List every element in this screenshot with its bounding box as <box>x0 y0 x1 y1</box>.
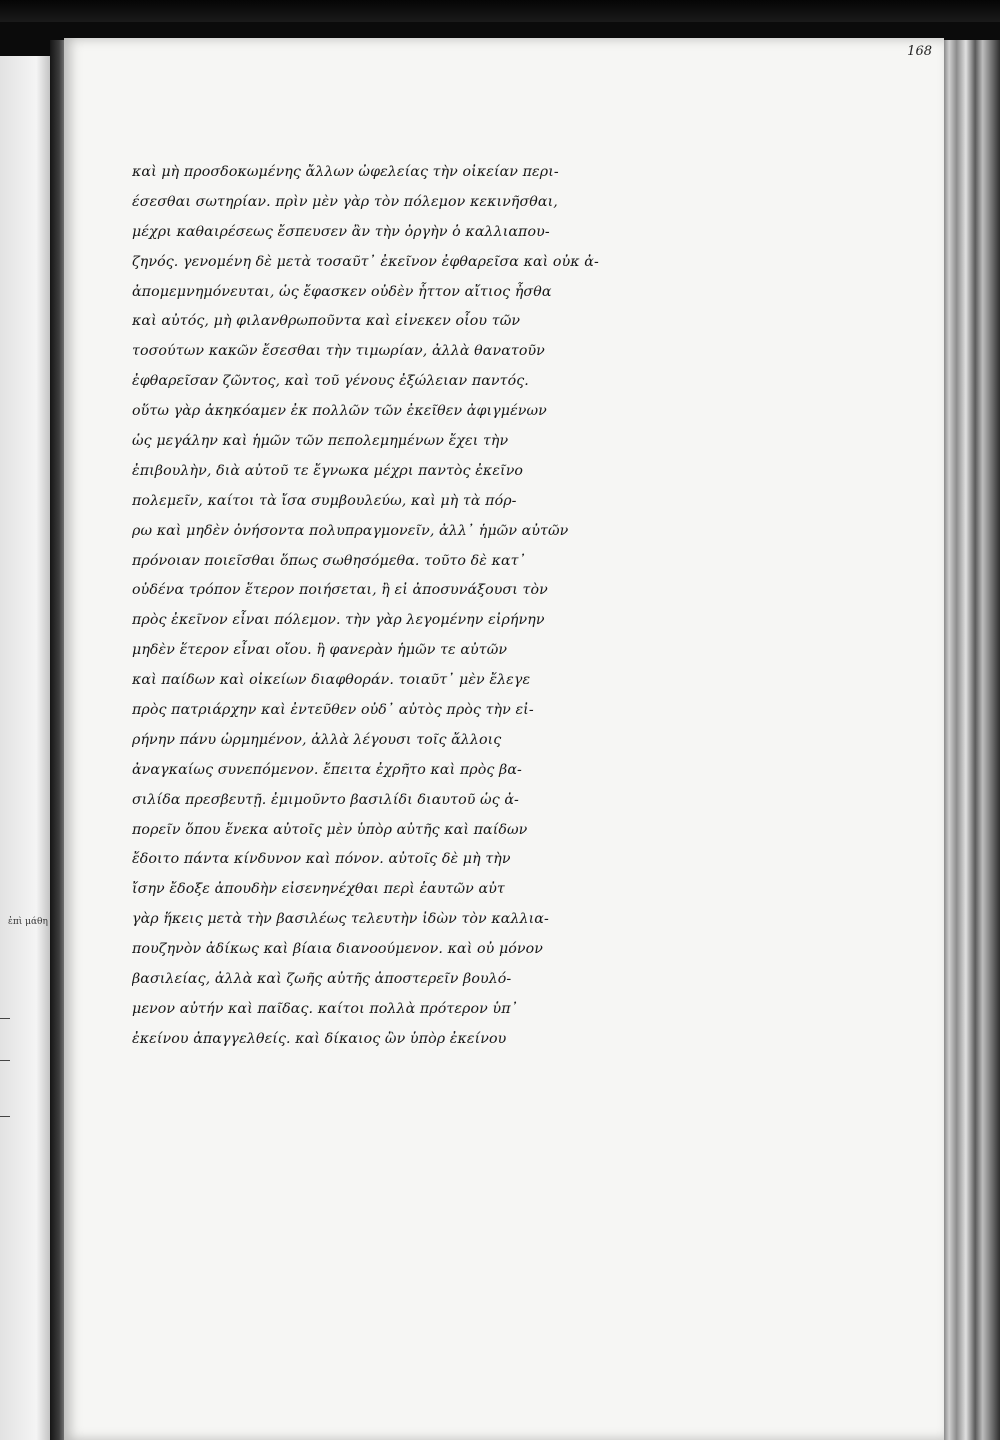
manuscript-line: πολεμεῖν, καίτοι τὰ ἴσα συμβουλεύω, καὶ μὴ τὰ πόρ- <box>132 492 517 509</box>
manuscript-line: πρόνοιαν ποιεῖσθαι ὅπως σωθησόμεθα. τοῦτο δὲ κατ᾽ <box>132 552 526 569</box>
manuscript-line: πορεῖν ὅπου ἕνεκα αὐτοῖς μὲν ὑπὸρ αὐτῆς καὶ παίδων <box>132 821 528 838</box>
manuscript-line: καὶ παίδων καὶ οἰκείων διαφθοράν. τοιαῦτ᾽ μὲν ἔλεγε <box>132 672 531 689</box>
manuscript-line: οὕτω γὰρ ἀκηκόαμεν ἐκ πολλῶν τῶν ἐκεῖθεν ἀφιγμένων <box>132 403 547 420</box>
manuscript-line: οὐδένα τρόπον ἕτερον ποιήσεται, ἢ εἰ ἀποσυνάξουσι τὸν <box>132 582 548 599</box>
manuscript-line: σιλίδα πρεσβευτῇ. ἐμιμοῦντο βασιλίδι διαυτοῦ ὡς ἀ- <box>132 791 519 808</box>
manuscript-line: πουζηνὸν ἀδίκως καὶ βίαια διανοούμενον. καὶ οὐ μόνον <box>132 941 543 958</box>
left-page-line-mark <box>0 1060 10 1061</box>
manuscript-line: ἐπιβουλὴν, διὰ αὐτοῦ τε ἔγνωκα μέχρι παντὸς ἐκεῖνο <box>132 462 524 479</box>
book-fore-edge <box>938 40 1000 1440</box>
folio-number: 168 <box>907 44 932 59</box>
manuscript-line: ρω καὶ μηδὲν ὀνήσοντα πολυπραγμονεῖν, ἀλλ᾽ ἡμῶν αὐτῶν <box>132 522 569 539</box>
left-page-marginal-note: ἐπὶ μάθη <box>8 917 48 927</box>
manuscript-line: πρὸς πατριάρχην καὶ ἐντεῦθεν οὐδ᾽ αὐτὸς πρὸς τὴν εἰ- <box>132 702 534 719</box>
manuscript-line: ἐκείνου ἀπαγγελθείς. καὶ δίκαιος ὢν ὑπὸρ ἐκείνου <box>132 1030 507 1047</box>
manuscript-line: μηδὲν ἕτερον εἶναι οἴου. ἢ φανερὰν ἡμῶν τε αὐτῶν <box>132 642 508 659</box>
manuscript-line: ἴσην ἔδοξε ἀπουδὴν εἰσενηνέχθαι περὶ ἑαυτῶν αὐτ <box>132 881 505 898</box>
film-border-top <box>0 0 1000 22</box>
manuscript-line: έσεσθαι σωτηρίαν. πρὶν μὲν γὰρ τὸν πόλεμον κεκινῆσθαι, <box>132 193 558 210</box>
manuscript-line: μενον αὐτήν καὶ παῖδας. καίτοι πολλὰ πρότερον ὑπ᾽ <box>132 1000 518 1017</box>
manuscript-text-block <box>132 158 692 1055</box>
manuscript-line: γὰρ ἥκεις μετὰ τὴν βασιλέως τελευτὴν ἰδὼν τὸν καλλια- <box>132 911 549 928</box>
manuscript-line: ὡς μεγάλην καὶ ἡμῶν τῶν πεπολεμημένων ἔχει τὴν <box>132 433 509 450</box>
manuscript-line: καὶ μὴ προσδοκωμένης ἄλλων ὠφελείας τὴν οἰκείαν περι- <box>132 164 559 180</box>
manuscript-line: βασιλείας, ἀλλὰ καὶ ζωῆς αὐτῆς ἀποστερεῖν βουλό- <box>132 971 512 988</box>
manuscript-page <box>64 38 944 1440</box>
manuscript-line: καὶ αὐτός, μὴ φιλανθρωποῦντα καὶ εἰνεκεν οἷου τῶν <box>132 313 521 330</box>
manuscript-line: ρήνην πάνυ ὡρμημένον, ἀλλὰ λέγουσι τοῖς ἄλλοις <box>132 731 502 748</box>
manuscript-line: πρὸς ἐκεῖνον εἶναι πόλεμον. τὴν γὰρ λεγομένην εἰρήνην <box>132 612 545 629</box>
manuscript-line: μέχρι καθαιρέσεως ἔσπευσεν ἂν τὴν ὀργὴν ὁ καλλιαπου- <box>132 223 550 240</box>
manuscript-line: ζηνός. γενομένη δὲ μετὰ τοσαῦτ᾽ ἐκεῖνον ἐφθαρεῖσα καὶ οὐκ ἀ- <box>132 253 599 270</box>
previous-page-edge <box>0 56 54 1440</box>
manuscript-line: ἔδοιτο πάντα κίνδυνον καὶ πόνον. αὐτοῖς δὲ μὴ τὴν <box>132 851 511 868</box>
manuscript-line: τοσούτων κακῶν ἔσεσθαι τὴν τιμωρίαν, ἀλλὰ θανατοῦν <box>132 343 545 360</box>
left-page-line-mark <box>0 1116 10 1117</box>
left-page-line-mark <box>0 1018 10 1019</box>
manuscript-line: ἀναγκαίως συνεπόμενον. ἔπειτα ἐχρῆτο καὶ πρὸς βα- <box>132 761 522 778</box>
manuscript-line: ἀπομεμνημόνευται, ὡς ἔφασκεν οὐδὲν ἧττον αἴτιος ἦσθα <box>132 283 552 300</box>
manuscript-line: ἐφθαρεῖσαν ζῶντος, καὶ τοῦ γένους ἐξώλειαν παντός. <box>132 373 529 390</box>
